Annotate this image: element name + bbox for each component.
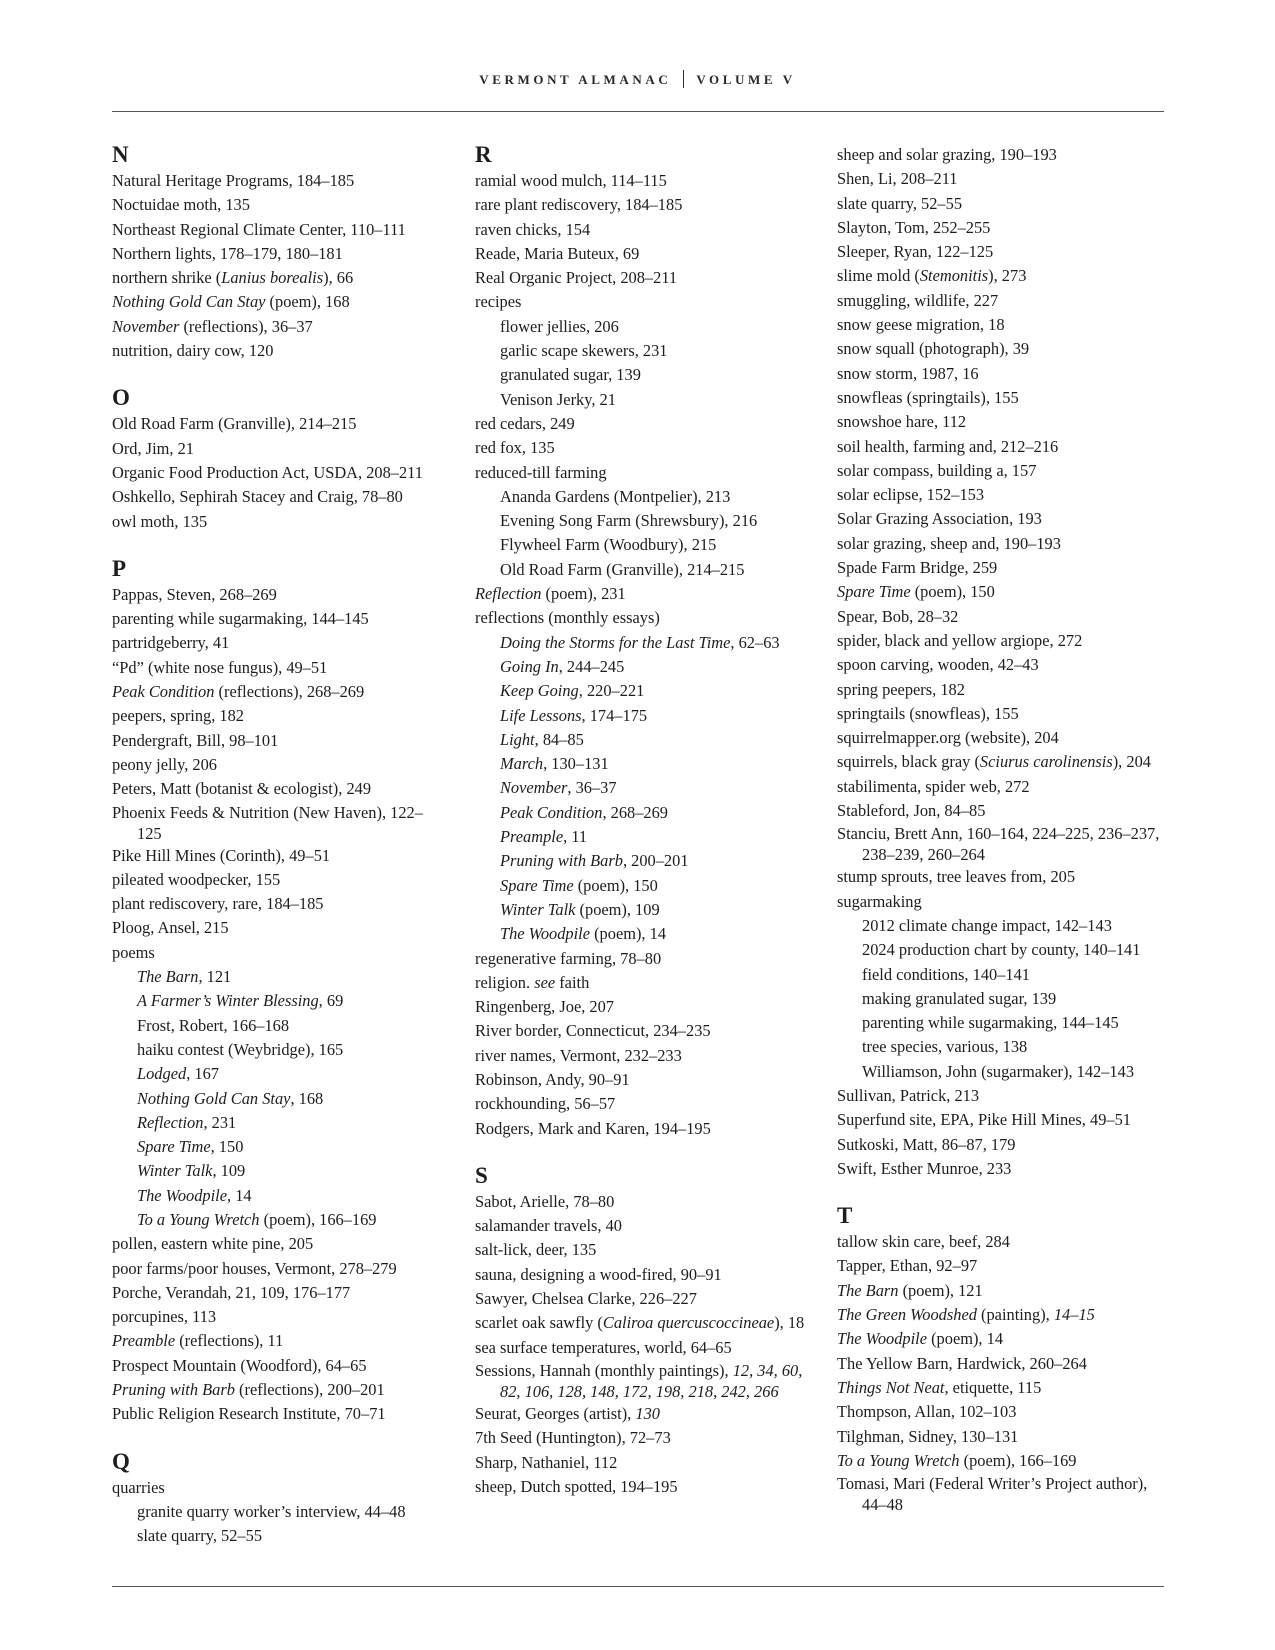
index-subentry bbox=[475, 728, 810, 752]
index-entry: Rodgers, Mark and Karen, 194–195 bbox=[475, 1118, 711, 1138]
entry-text: northern shrike ( bbox=[112, 268, 222, 288]
italic-text: The Woodpile bbox=[837, 1329, 927, 1349]
index-entry: peepers, spring, 182 bbox=[112, 706, 245, 726]
index-entry: smuggling, wildlife, 227 bbox=[837, 290, 999, 310]
index-entry: Stanciu, Brett Ann, 160–164, 224–225, 236–237, 238–239, 260–264 bbox=[837, 824, 1160, 865]
index-entry: Shen, Li, 208–211 bbox=[837, 169, 958, 189]
index-subentry bbox=[475, 825, 810, 849]
italic-text: Keep Going bbox=[500, 681, 579, 701]
index-entry: Old Road Farm (Granville), 214–215 bbox=[112, 414, 357, 434]
index-subentry: haiku contest (Weybridge), 165 bbox=[137, 1039, 344, 1059]
italic-text: Pruning with Barb bbox=[112, 1380, 235, 1400]
index-entry: nutrition, dairy cow, 120 bbox=[112, 341, 274, 361]
index-entry: Sleeper, Ryan, 122–125 bbox=[837, 242, 994, 262]
index-entry bbox=[837, 580, 1172, 604]
entry-text: ), 66 bbox=[323, 268, 354, 288]
index-subentry: parenting while sugarmaking, 144–145 bbox=[862, 1013, 1119, 1033]
entry-text: (reflections), 268–269 bbox=[214, 682, 365, 702]
index-subentry: making granulated sugar, 139 bbox=[862, 988, 1057, 1008]
index-entry: snow squall (photograph), 39 bbox=[837, 339, 1030, 359]
index-entry: owl moth, 135 bbox=[112, 511, 208, 531]
italic-text: The Woodpile bbox=[500, 924, 590, 944]
index-entry: Pendergraft, Bill, 98–101 bbox=[112, 730, 279, 750]
index-entry bbox=[112, 315, 447, 339]
index-entry: Sabot, Arielle, 78–80 bbox=[475, 1191, 615, 1211]
index-entry: Real Organic Project, 208–211 bbox=[475, 268, 678, 288]
index-group bbox=[112, 143, 447, 363]
italic-text: Reflection bbox=[137, 1112, 204, 1132]
index-entry: Tapper, Ethan, 92–97 bbox=[837, 1256, 978, 1276]
index-subentry bbox=[475, 801, 810, 825]
index-entry: Oshkello, Sephirah Stacey and Craig, 78–80 bbox=[112, 487, 403, 507]
index-entry bbox=[112, 680, 447, 704]
index-entry: porcupines, 113 bbox=[112, 1307, 217, 1327]
index-subentry bbox=[112, 1087, 447, 1111]
index-entry: Ploog, Ansel, 215 bbox=[112, 918, 229, 938]
italic-text: Winter Talk bbox=[137, 1161, 213, 1181]
index-subentry: Williamson, John (sugarmaker), 142–143 bbox=[862, 1061, 1135, 1081]
index-entry: poor farms/poor houses, Vermont, 278–279 bbox=[112, 1258, 397, 1278]
entry-text: religion. bbox=[475, 972, 535, 992]
index-entry: snowshoe hare, 112 bbox=[837, 412, 967, 432]
entry-text: (painting), bbox=[976, 1305, 1054, 1325]
header-rule bbox=[112, 111, 1164, 112]
index-entry: Reade, Maria Buteux, 69 bbox=[475, 243, 640, 263]
index-entry: spoon carving, wooden, 42–43 bbox=[837, 655, 1039, 675]
italic-text: November bbox=[112, 316, 180, 336]
index-entry: Northeast Regional Climate Center, 110–111 bbox=[112, 219, 406, 239]
index-entry: slate quarry, 52–55 bbox=[837, 193, 963, 213]
index-entry: solar compass, building a, 157 bbox=[837, 460, 1037, 480]
index-entry bbox=[112, 1378, 447, 1402]
entry-text: Sessions, Hannah (monthly paintings), bbox=[475, 1360, 733, 1380]
index-entry: Sullivan, Patrick, 213 bbox=[837, 1085, 980, 1105]
index-subentry bbox=[112, 965, 447, 989]
index-subentry: Ananda Gardens (Montpelier), 213 bbox=[500, 486, 731, 506]
index-entry: squirrelmapper.org (website), 204 bbox=[837, 728, 1059, 748]
entry-text: , 84–85 bbox=[534, 729, 584, 749]
index-entry: Northern lights, 178–179, 180–181 bbox=[112, 243, 343, 263]
index-entry: Swift, Esther Munroe, 233 bbox=[837, 1158, 1012, 1178]
index-group bbox=[837, 143, 1172, 1181]
index-subentry: Evening Song Farm (Shrewsbury), 216 bbox=[500, 511, 758, 531]
index-entry: Natural Heritage Programs, 184–185 bbox=[112, 171, 355, 190]
italic-text: Pruning with Barb bbox=[500, 851, 623, 871]
index-entry: Ord, Jim, 21 bbox=[112, 438, 194, 458]
entry-text: , 174–175 bbox=[581, 705, 648, 725]
index-column-1 bbox=[112, 143, 447, 1572]
index-entry bbox=[112, 1329, 447, 1353]
index-entry: soil health, farming and, 212–216 bbox=[837, 436, 1059, 456]
index-subentry bbox=[475, 679, 810, 703]
header-title: VERMONT ALMANAC bbox=[479, 72, 672, 87]
entry-text: , 14 bbox=[227, 1185, 252, 1205]
entry-text: slime mold ( bbox=[837, 266, 920, 286]
italic-text: The Barn bbox=[837, 1280, 899, 1300]
index-entry: pollen, eastern white pine, 205 bbox=[112, 1234, 314, 1254]
entry-text: faith bbox=[555, 972, 590, 992]
entry-text: , 200–201 bbox=[622, 851, 689, 871]
entry-text: ), 204 bbox=[1112, 752, 1151, 772]
index-entry: Tilghman, Sidney, 130–131 bbox=[837, 1426, 1019, 1446]
index-entry: Prospect Mountain (Woodford), 64–65 bbox=[112, 1355, 367, 1375]
italic-text: Preamble bbox=[112, 1331, 176, 1351]
header-divider bbox=[683, 70, 684, 88]
entry-text: , 244–245 bbox=[558, 656, 625, 676]
index-entry: springtails (snowfleas), 155 bbox=[837, 703, 1019, 723]
italic-text: Life Lessons bbox=[500, 705, 582, 725]
index-entry: Spade Farm Bridge, 259 bbox=[837, 558, 998, 578]
index-subentry: 2012 climate change impact, 142–143 bbox=[862, 915, 1112, 935]
entry-text: (poem), 168 bbox=[265, 292, 350, 312]
italic-text: Spare Time bbox=[500, 875, 574, 895]
index-entry: Sharp, Nathaniel, 112 bbox=[475, 1452, 618, 1472]
index-entry: recipes bbox=[475, 292, 522, 312]
index-subentry bbox=[475, 631, 810, 655]
index-entry: Stableford, Jon, 84–85 bbox=[837, 801, 986, 821]
index-subentry bbox=[475, 849, 810, 873]
index-entry: solar eclipse, 152–153 bbox=[837, 485, 985, 505]
entry-text: , 168 bbox=[290, 1088, 324, 1108]
entry-text: (poem), 14 bbox=[927, 1329, 1004, 1349]
index-entry: sheep and solar grazing, 190–193 bbox=[837, 145, 1057, 164]
index-group bbox=[837, 1204, 1172, 1515]
italic-text: The Woodpile bbox=[137, 1185, 227, 1205]
entry-text: squirrels, black gray ( bbox=[837, 752, 980, 772]
italic-text: To a Young Wretch bbox=[137, 1209, 260, 1229]
index-column-2 bbox=[475, 143, 810, 1522]
index-entry: partridgeberry, 41 bbox=[112, 633, 230, 653]
index-entry bbox=[837, 1449, 1172, 1473]
italic-text: 14–15 bbox=[1053, 1305, 1095, 1325]
index-group bbox=[475, 143, 810, 1141]
index-entry: Porche, Verandah, 21, 109, 176–177 bbox=[112, 1282, 351, 1302]
index-entry bbox=[475, 1311, 810, 1335]
index-subentry bbox=[475, 704, 810, 728]
entry-text: , 69 bbox=[318, 991, 344, 1011]
index-subentry bbox=[112, 989, 447, 1013]
italic-text: Peak Condition bbox=[112, 682, 215, 702]
italic-text: see bbox=[534, 972, 556, 992]
index-entry: sea surface temperatures, world, 64–65 bbox=[475, 1337, 732, 1357]
index-subentry: granite quarry worker’s interview, 44–48 bbox=[137, 1501, 406, 1521]
index-entry: solar grazing, sheep and, 190–193 bbox=[837, 533, 1061, 553]
index-entry: Noctuidae moth, 135 bbox=[112, 195, 250, 215]
index-group bbox=[112, 557, 447, 1427]
index-entry: Slayton, Tom, 252–255 bbox=[837, 217, 991, 237]
italic-text: A Farmer’s Winter Blessing bbox=[137, 991, 319, 1011]
index-entry: sugarmaking bbox=[837, 891, 922, 911]
italic-text: The Green Woodshed bbox=[837, 1305, 977, 1325]
section-letter: T bbox=[837, 1203, 853, 1229]
index-entry: sheep, Dutch spotted, 194–195 bbox=[475, 1476, 678, 1496]
header-volume: VOLUME V bbox=[696, 72, 796, 87]
index-entry: Peters, Matt (botanist & ecologist), 249 bbox=[112, 779, 372, 799]
section-letter: N bbox=[112, 142, 129, 167]
entry-text: , 109 bbox=[212, 1161, 246, 1181]
italic-text: Spare Time bbox=[137, 1137, 211, 1157]
section-letter: Q bbox=[112, 1448, 130, 1474]
index-subentry bbox=[112, 1159, 447, 1183]
index-subentry: slate quarry, 52–55 bbox=[137, 1526, 263, 1546]
index-subentry bbox=[112, 1111, 447, 1135]
index-entry: Spear, Bob, 28–32 bbox=[837, 606, 959, 626]
index-subentry bbox=[475, 655, 810, 679]
index-entry bbox=[475, 582, 810, 606]
italic-text: Preample bbox=[500, 827, 564, 847]
index-entry: snow storm, 1987, 16 bbox=[837, 363, 979, 383]
index-entry: sauna, designing a wood-fired, 90–91 bbox=[475, 1264, 722, 1284]
index-entry: Pappas, Steven, 268–269 bbox=[112, 584, 277, 604]
index-entry: stump sprouts, tree leaves from, 205 bbox=[837, 867, 1076, 887]
index-entry: Robinson, Andy, 90–91 bbox=[475, 1069, 630, 1089]
index-entry: reduced-till farming bbox=[475, 462, 607, 482]
italic-text: November bbox=[500, 778, 568, 798]
index-subentry: 2024 production chart by county, 140–141 bbox=[862, 940, 1141, 960]
italic-text: Lodged bbox=[137, 1064, 187, 1084]
index-subentry: Old Road Farm (Granville), 214–215 bbox=[500, 559, 745, 579]
italic-text: Spare Time bbox=[837, 582, 911, 602]
index-entry: peony jelly, 206 bbox=[112, 754, 218, 774]
index-entry: Sutkoski, Matt, 86–87, 179 bbox=[837, 1134, 1016, 1154]
entry-text: (poem), 166–169 bbox=[959, 1450, 1077, 1470]
italic-text: 130 bbox=[635, 1403, 660, 1423]
index-group bbox=[112, 1450, 447, 1549]
index-entry: snowfleas (springtails), 155 bbox=[837, 387, 1019, 407]
index-entry bbox=[475, 971, 810, 995]
index-subentry bbox=[475, 776, 810, 800]
index-entry: stabilimenta, spider web, 272 bbox=[837, 776, 1030, 796]
index-entry: snow geese migration, 18 bbox=[837, 315, 1005, 335]
index-entry: pileated woodpecker, 155 bbox=[112, 869, 281, 889]
italic-text: Nothing Gold Can Stay bbox=[137, 1088, 291, 1108]
index-entry bbox=[112, 290, 447, 314]
italic-text: Stemonitis bbox=[919, 266, 989, 286]
index-entry: Phoenix Feeds & Nutrition (New Haven), 122–125 bbox=[112, 802, 423, 843]
index-entry: river names, Vermont, 232–233 bbox=[475, 1045, 682, 1065]
entry-text: , 231 bbox=[203, 1112, 237, 1132]
italic-text: Lanius borealis bbox=[221, 268, 324, 288]
index-group bbox=[475, 1164, 810, 1499]
italic-text: Going In bbox=[500, 656, 559, 676]
italic-text: 12, 34, 60, 82, 106, 128, 148, 172, 198, 218, 242, 266 bbox=[500, 1360, 803, 1401]
index-entry: Sawyer, Chelsea Clarke, 226–227 bbox=[475, 1289, 697, 1309]
index-entry bbox=[475, 1360, 810, 1402]
section-letter: P bbox=[112, 555, 127, 581]
index-entry: “Pd” (white nose fungus), 49–51 bbox=[112, 657, 328, 677]
index-entry: quarries bbox=[112, 1477, 165, 1497]
entry-text: (reflections), 200–201 bbox=[234, 1380, 385, 1400]
index-entry: Ringenberg, Joe, 207 bbox=[475, 997, 615, 1017]
italic-text: Doing the Storms for the Last Time bbox=[500, 632, 731, 652]
italic-text: Peak Condition bbox=[500, 802, 603, 822]
index-entry bbox=[837, 750, 1172, 774]
italic-text: Nothing Gold Can Stay bbox=[112, 292, 266, 312]
index-entry: reflections (monthly essays) bbox=[475, 608, 660, 628]
entry-text: , 220–221 bbox=[578, 681, 645, 701]
index-entry bbox=[112, 266, 447, 290]
index-subentry: garlic scape skewers, 231 bbox=[500, 341, 668, 361]
entry-text: , 11 bbox=[563, 827, 588, 847]
index-entry: Pike Hill Mines (Corinth), 49–51 bbox=[112, 845, 331, 865]
entry-text: , 130–131 bbox=[543, 754, 609, 774]
italic-text: March bbox=[500, 754, 544, 774]
entry-text: , 150 bbox=[210, 1137, 244, 1157]
entry-text: (poem), 166–169 bbox=[259, 1209, 377, 1229]
entry-text: , 167 bbox=[186, 1064, 219, 1084]
index-entry: ramial wood mulch, 114–115 bbox=[475, 171, 667, 190]
italic-text: Light bbox=[500, 729, 535, 749]
index-subentry: tree species, various, 138 bbox=[862, 1037, 1028, 1057]
index-entry: Tomasi, Mari (Federal Writer’s Project author), 44–48 bbox=[837, 1474, 1148, 1515]
entry-text: (reflections), 36–37 bbox=[179, 316, 313, 336]
index-subentry bbox=[112, 1208, 447, 1232]
index-entry: spring peepers, 182 bbox=[837, 679, 965, 699]
entry-text: (poem), 14 bbox=[590, 924, 667, 944]
index-entry bbox=[475, 1402, 810, 1426]
index-entry bbox=[837, 1279, 1172, 1303]
entry-text: (poem), 231 bbox=[541, 584, 626, 604]
index-subentry bbox=[475, 922, 810, 946]
index-subentry: granulated sugar, 139 bbox=[500, 365, 641, 385]
entry-text: ), 18 bbox=[774, 1313, 805, 1333]
running-header bbox=[0, 70, 1275, 88]
italic-text: Reflection bbox=[475, 584, 542, 604]
index-column-3 bbox=[837, 143, 1172, 1538]
italic-text: To a Young Wretch bbox=[837, 1450, 960, 1470]
index-subentry bbox=[475, 898, 810, 922]
index-entry: The Yellow Barn, Hardwick, 260–264 bbox=[837, 1353, 1087, 1373]
index-subentry: field conditions, 140–141 bbox=[862, 964, 1030, 984]
entry-text: , etiquette, 115 bbox=[944, 1377, 1042, 1397]
index-entry: tallow skin care, beef, 284 bbox=[837, 1232, 1010, 1252]
index-entry: poems bbox=[112, 942, 155, 962]
index-subentry bbox=[475, 874, 810, 898]
entry-text: (poem), 150 bbox=[573, 875, 658, 895]
index-entry: red fox, 135 bbox=[475, 438, 555, 458]
index-entry: raven chicks, 154 bbox=[475, 219, 591, 239]
index-entry: Superfund site, EPA, Pike Hill Mines, 49–51 bbox=[837, 1110, 1131, 1130]
index-entry bbox=[837, 1303, 1172, 1327]
section-letter: R bbox=[475, 142, 492, 167]
index-entry: regenerative farming, 78–80 bbox=[475, 948, 662, 968]
italic-text: Winter Talk bbox=[500, 899, 576, 919]
index-entry: rockhounding, 56–57 bbox=[475, 1094, 616, 1114]
index-entry bbox=[837, 1376, 1172, 1400]
index-subentry: Venison Jerky, 21 bbox=[500, 389, 616, 409]
index-subentry bbox=[475, 752, 810, 776]
index-entry: red cedars, 249 bbox=[475, 413, 575, 433]
entry-text: (poem), 121 bbox=[898, 1280, 983, 1300]
entry-text: (poem), 109 bbox=[575, 899, 660, 919]
entry-text: scarlet oak sawfly ( bbox=[475, 1313, 603, 1333]
entry-text: Seurat, Georges (artist), bbox=[475, 1403, 636, 1423]
index-entry: rare plant rediscovery, 184–185 bbox=[475, 195, 683, 215]
index-entry: River border, Connecticut, 234–235 bbox=[475, 1021, 711, 1041]
index-entry: salt-lick, deer, 135 bbox=[475, 1240, 597, 1260]
italic-text: The Barn bbox=[137, 967, 199, 987]
index-entry: spider, black and yellow argiope, 272 bbox=[837, 630, 1083, 650]
index-subentry: Frost, Robert, 166–168 bbox=[137, 1015, 290, 1035]
index-entry: 7th Seed (Huntington), 72–73 bbox=[475, 1428, 671, 1448]
index-group bbox=[112, 386, 447, 533]
section-letter: O bbox=[112, 385, 130, 411]
index-entry: parenting while sugarmaking, 144–145 bbox=[112, 609, 369, 629]
entry-text: , 268–269 bbox=[602, 802, 668, 822]
index-subentry: Flywheel Farm (Woodbury), 215 bbox=[500, 535, 717, 555]
index-entry: Thompson, Allan, 102–103 bbox=[837, 1402, 1017, 1422]
entry-text: , 121 bbox=[198, 967, 232, 987]
entry-text: , 62–63 bbox=[730, 632, 780, 652]
index-subentry: flower jellies, 206 bbox=[500, 316, 619, 336]
index-entry: Organic Food Production Act, USDA, 208–211 bbox=[112, 462, 423, 482]
index-entry: Solar Grazing Association, 193 bbox=[837, 509, 1042, 529]
index-subentry bbox=[112, 1135, 447, 1159]
index-subentry bbox=[112, 1062, 447, 1086]
index-entry: Public Religion Research Institute, 70–71 bbox=[112, 1404, 386, 1424]
section-letter: S bbox=[475, 1162, 488, 1188]
italic-text: Sciurus carolinensis bbox=[979, 752, 1113, 772]
italic-text: Caliroa quercuscoccineae bbox=[602, 1313, 775, 1333]
index-entry: salamander travels, 40 bbox=[475, 1216, 623, 1236]
index-entry bbox=[837, 1327, 1172, 1351]
entry-text: (poem), 150 bbox=[910, 582, 995, 602]
entry-text: (reflections), 11 bbox=[175, 1331, 284, 1351]
index-entry bbox=[837, 264, 1172, 288]
footer-rule bbox=[112, 1586, 1164, 1587]
index-subentry bbox=[112, 1184, 447, 1208]
index-entry: plant rediscovery, rare, 184–185 bbox=[112, 894, 324, 914]
entry-text: ), 273 bbox=[988, 266, 1027, 286]
italic-text: Things Not Neat bbox=[837, 1377, 945, 1397]
entry-text: , 36–37 bbox=[567, 778, 617, 798]
